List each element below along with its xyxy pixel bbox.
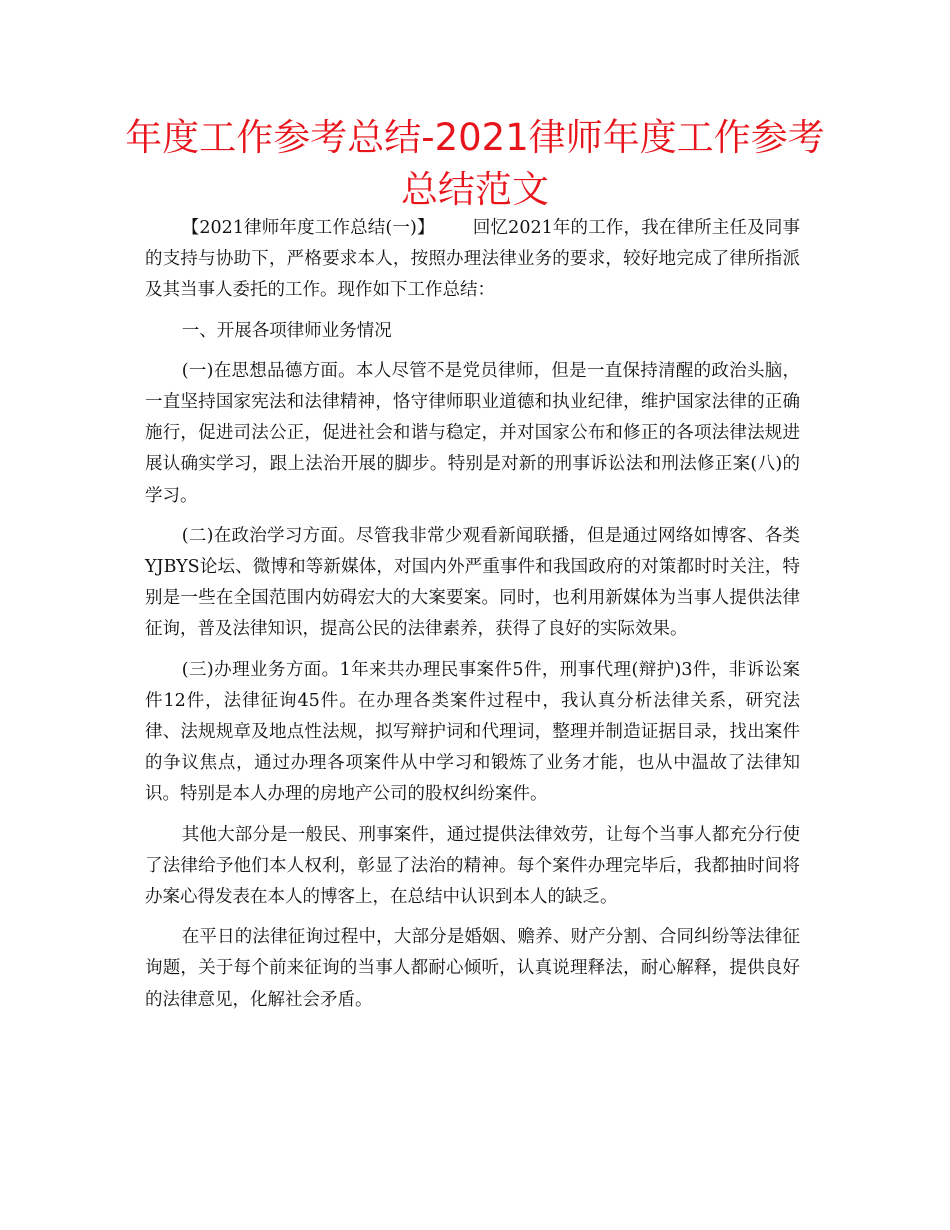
paragraph-other-cases: 其他大部分是一般民、刑事案件，通过提供法律效劳，让每个当事人都充分行使了法律给予他们本人权利，彰显了法治的精神。每个案件办理完毕后，我都抽时间将办案心得发表在本人的博客上，在总结中认识到本人的缺乏。: [145, 824, 800, 908]
intro-paragraph: [145, 213, 800, 307]
paragraph-consultation: 在平日的法律征询过程中，大部分是婚姻、赡养、财产分割、合同纠纷等法律征询题，关于每个前来征询的当事人都耐心倾听，认真说理释法，耐心解释，提供良好的法律意见，化解社会矛盾。: [145, 927, 800, 1010]
document-title: 年度工作参考总结-2021律师年度工作参考总结范文: [125, 116, 825, 211]
paragraph-business: (三)办理业务方面。1年来共办理民事案件5件，刑事代理(辩护)3件，非诉讼案件12件，法律征询45件。在办理各类案件过程中，我认真分析法律关系，研究法律、法规规章及地点性法规，拟写辩护词和代理词，整理并制造证据目录，找出案件的争议焦点，通过办理各项案件从中学习和锻炼了业务才能，也从中温故了法律知识。特别是本人办理的房地产公司的股权纠纷案件。: [145, 659, 800, 805]
intro-text: 回忆2021年的工作，我在律所主任及同事的支持与协助下，严格要求本人，按照办理法律业务的要求，较好地完成了律所指派及其当事人委托的工作。现作如下工作总结：: [145, 218, 800, 301]
document-body: [145, 213, 800, 1025]
section-heading: 一、开展各项律师业务情况: [181, 320, 392, 341]
paragraph-ideology: (一)在思想品德方面。本人尽管不是党员律师，但是一直保持清醒的政治头脑，一直坚持国家宪法和法律精神，恪守律师职业道德和执业纪律，维护国家法律的正确施行，促进司法公正，促进社会和谐与稳定，并对国家公布和修正的各项法律法规进展认确实学习，跟上法治开展的脚步。特别是对新的刑事诉讼法和刑法修正案(八)的学习。: [145, 360, 800, 506]
intro-heading: 【2021律师年度工作总结(一)】: [181, 218, 435, 238]
paragraph-political-study: (二)在政治学习方面。尽管我非常少观看新闻联播，但是通过网络如博客、各类YJBYS论坛、微博和等新媒体，对国内外严重事件和我国政府的对策都时时关注，特别是一些在全国范围内妨碍宏大的大案要案。同时，也利用新媒体为当事人提供法律征询，普及法律知识，提高公民的法律素养，获得了良好的实际效果。: [145, 525, 800, 640]
